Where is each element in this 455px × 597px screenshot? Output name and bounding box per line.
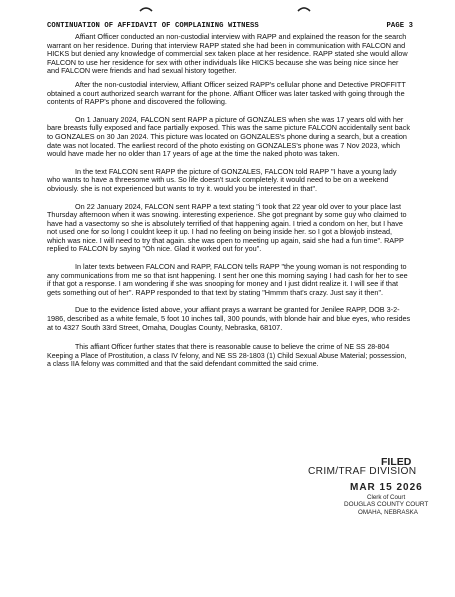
city-stamp: OMAHA, NEBRASKA bbox=[358, 509, 418, 516]
affidavit-body bbox=[47, 33, 411, 379]
paragraph-warrant-request: Due to the evidence listed above, your affiant prays a warrant be granted for Jenilee RAPP, DOB 3-2-1986, described as a white female, 5 foot 10 inches tall, 300 pounds, with blonde hair and blue eyes, who resides at to 4327 South 33rd Street, Omaha, Douglas County, Nebraska, 68107. bbox=[47, 305, 411, 332]
header-title: CONTINUATION OF AFFIDAVIT OF COMPLAINING WITNESS bbox=[47, 22, 259, 30]
county-stamp: DOUGLAS COUNTY COURT bbox=[344, 501, 429, 508]
page-header bbox=[47, 22, 413, 30]
right-punch-mark bbox=[298, 8, 310, 11]
division-stamp: CRIM/TRAF DIVISION bbox=[308, 466, 417, 477]
page-number: PAGE 3 bbox=[386, 22, 413, 30]
clerk-stamp: Clerk of Court bbox=[367, 494, 406, 501]
paragraph-threesome-text: In the text FALCON sent RAPP the picture of GONZALES, FALCON told RAPP "I have a young lady who wants to have a threesome with us. So life doesn't suck completely. it would need to be on a weekend obviously. she is not experienced but wants to try it. would you be interested in that". bbox=[47, 166, 397, 193]
punch-marks bbox=[0, 0, 455, 20]
paragraph-january-22: On 22 January 2024, FALCON sent RAPP a text stating "i took that 22 year old over to your place last Thursday afternoon when it was snowing. interesting experience. She got pregnant by some guy who claimed to have had a vasectomy so she is absolutely terrified of that happening again. I tried a condom on her, but I have not used one for so long I couldnt keep it up. I had no feeling on being inside her. so I got a blowjob instead, which was nice. I will need to try that again. she was open to meeting up again, said she had a fun time". RAPP replied to FALCON by saying "Oh nice. Glad it worked out for you". bbox=[47, 201, 407, 254]
paragraph-interview: Affiant Officer conducted an non-custodial interview with RAPP and explained the reason for the search warrant on her residence. During that interview RAPP stated she had been in communication with FALCON and HICKS but denied any knowledge of commercial sex taken place at her residence. RAPP stated she would allow FALCON to use her residence for sex with other individuals like HICKS because she was being nice since her and FALCON were friends and had sexual history together. bbox=[47, 32, 408, 76]
paragraph-later-texts: In later texts between FALCON and RAPP, FALCON tells RAPP "the young woman is not responding to any communications from me so that isnt happening. I sent her one this morning saying I had cash for her to see if that got a response. I am wondering if she was snooping for money and I just didnt realize it. I will see if that gets something out of her". RAPP responded to that text by stating "Hmmm that's crazy. Just say it then". bbox=[47, 262, 408, 297]
left-punch-mark bbox=[140, 8, 152, 11]
paragraph-reasonable-cause: This affiant Officer further states that there is reasonable cause to believe the crime of NE SS 28-804 Keeping a Place of Prostitution, a class IV felony, and NE SS 28-1803 (1) Child Sexual Abuse Material; possession, a class IIA felony was committed and that the said defendant committed the said crime. bbox=[47, 344, 407, 369]
paragraph-phone-seized: After the non-custodial interview, Affiant Officer seized RAPP's cellular phone and Detective PROFFITT obtained a court authorized search warrant for the phone. Affiant Officer was later tasked with going through the contents of RAPP's phone and discovered the following. bbox=[47, 79, 406, 107]
paragraph-january-1: On 1 January 2024, FALCON sent RAPP a picture of GONZALES when she was 17 years old with her bare breasts fully exposed and face partially exposed. This was the same picture FALCON accidentally sent back to GONZALES on 30 Jan 2024. This picture was located on GONZALES's phone during a search, but a creation date was not located. The earliest record of the photo existing on GONZALES's phone was 7 Nov 2023, which would have made her no older than 17 years of age at the time the naked photo was taken. bbox=[47, 114, 410, 159]
filed-stamp: FILED bbox=[381, 456, 412, 468]
date-stamp: MAR 15 2026 bbox=[350, 482, 423, 493]
